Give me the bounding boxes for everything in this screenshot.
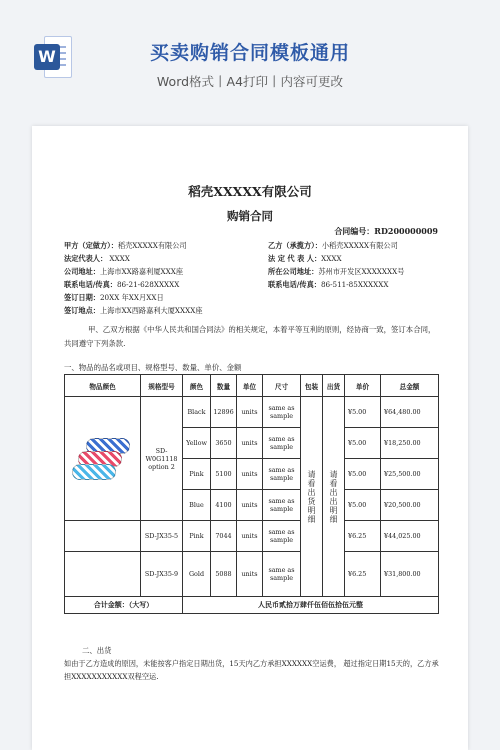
field-value: 稻壳XXXXX有限公司 <box>117 241 187 250</box>
field-label: 法定代表人： <box>64 254 108 263</box>
field-label: 所在公司地址： <box>268 267 319 276</box>
qty-cell: 5100 <box>211 459 237 490</box>
field-label: 联系电话/传真： <box>268 280 321 289</box>
price-cell: ¥5.00 <box>345 490 381 521</box>
field-value: XXXX <box>321 254 342 263</box>
total-cell: ¥44,025.00 <box>381 521 439 552</box>
banner <box>0 0 500 110</box>
size-cell: same as sample <box>263 459 301 490</box>
field-value: 86-21-628XXXXX <box>116 280 180 289</box>
table-header-row <box>65 375 439 397</box>
field-value: 上海市XX西路嘉利大厦XXXX座 <box>99 306 203 315</box>
field-label: 法 定 代 表 人： <box>268 254 322 263</box>
column-header: 单价 <box>345 375 381 397</box>
image-cell-empty <box>65 552 141 597</box>
party-row <box>64 265 464 278</box>
party-row <box>64 239 464 252</box>
field-label: 签订地点： <box>64 306 100 315</box>
model-cell: SD-JX35-9 <box>141 552 183 597</box>
color-cell: Pink <box>183 459 211 490</box>
party-row <box>64 252 464 265</box>
color-cell: Pink <box>183 521 211 552</box>
unit-cell: units <box>237 459 263 490</box>
qty-cell: 3650 <box>211 428 237 459</box>
size-cell: same as sample <box>263 428 301 459</box>
party-info <box>64 239 464 317</box>
qty-cell: 12896 <box>211 397 237 428</box>
shipping-note-cell: 请看出出明细 <box>323 397 345 597</box>
banner-title: 买卖购销合同模板通用 <box>149 42 350 64</box>
price-cell: ¥6.25 <box>345 521 381 552</box>
field-label: 乙方（承揽方）： <box>268 241 322 250</box>
column-header: 包装 <box>301 375 323 397</box>
column-header: 出货 <box>323 375 345 397</box>
section-1-heading: 一、物品的品名或项目、规格型号、数量、单价、金额 <box>64 363 242 372</box>
table-row <box>65 521 439 552</box>
goods-table <box>64 374 439 614</box>
unit-cell: units <box>237 552 263 597</box>
section-2-heading: 二、出货 <box>82 646 112 655</box>
table-row <box>65 552 439 597</box>
field-value: 20XX 年XX月XX日 <box>99 293 164 302</box>
color-cell: Blue <box>183 490 211 521</box>
unit-cell: units <box>237 521 263 552</box>
total-row <box>65 597 439 614</box>
banner-subtitle: Word格式丨A4打印丨内容可更改 <box>156 74 344 89</box>
party-row <box>64 278 464 291</box>
color-cell: Black <box>183 397 211 428</box>
glasses-case-image <box>70 434 136 484</box>
total-amount-text: 人民币贰拾万肆仟伍佰伍拾伍元整 <box>183 597 439 614</box>
total-cell: ¥31,800.00 <box>381 552 439 597</box>
column-header: 物品颜色 <box>65 375 141 397</box>
total-cell: ¥18,250.00 <box>381 428 439 459</box>
table-row <box>65 397 439 428</box>
total-label: 合计金额：（大写） <box>65 597 183 614</box>
qty-cell: 7044 <box>211 521 237 552</box>
color-cell: Yellow <box>183 428 211 459</box>
size-cell: same as sample <box>263 552 301 597</box>
price-cell: ¥6.25 <box>345 552 381 597</box>
field-value: 上海市XX路嘉利厦XXX座 <box>99 267 184 276</box>
size-cell: same as sample <box>263 521 301 552</box>
company-name: 稻壳XXXXX有限公司 <box>188 184 312 199</box>
field-label: 甲方（定做方）： <box>64 241 118 250</box>
product-image-cell <box>65 397 141 521</box>
unit-cell: units <box>237 428 263 459</box>
field-value: 小稻壳XXXXX有限公司 <box>321 241 398 250</box>
qty-cell: 4100 <box>211 490 237 521</box>
field-label: 签订日期： <box>64 293 100 302</box>
column-header: 规格型号 <box>141 375 183 397</box>
price-cell: ¥5.00 <box>345 397 381 428</box>
size-cell: same as sample <box>263 490 301 521</box>
field-value: XXXX <box>107 254 130 263</box>
column-header: 数量 <box>211 375 237 397</box>
image-cell-empty <box>65 521 141 552</box>
size-cell: same as sample <box>263 397 301 428</box>
contract-number: 合同编号：RD200000009 <box>334 226 438 236</box>
unit-cell: units <box>237 397 263 428</box>
column-header: 尺寸 <box>263 375 301 397</box>
model-cell: SD-JX35-5 <box>141 521 183 552</box>
field-value: 苏州市开发区XXXXXXX号 <box>318 267 405 276</box>
intro-paragraph: 甲、乙双方根据《中华人民共和国合同法》的相关规定，本着平等互利的原则，经协商一致，签订本合同，共同遵守下列条款. <box>64 325 436 348</box>
price-cell: ¥5.00 <box>345 459 381 490</box>
party-row <box>64 304 464 317</box>
word-badge: W <box>34 44 60 70</box>
field-label: 公司地址： <box>64 267 100 276</box>
total-cell: ¥25,500.00 <box>381 459 439 490</box>
column-header: 总金额 <box>381 375 439 397</box>
shipping-paragraph: 如由于乙方造成的原因，未能按客户指定日期出货，15天内乙方承担XXXXXX空运费， 超过指定日期15天的，乙方承担XXXXXXXXXXX双程空运. <box>64 659 439 681</box>
unit-cell: units <box>237 490 263 521</box>
qty-cell: 5088 <box>211 552 237 597</box>
field-value: 86-511-85XXXXXX <box>320 280 389 289</box>
column-header: 颜色 <box>183 375 211 397</box>
model-cell: SD-W0G1118 option 2 <box>141 397 183 521</box>
document-page <box>32 126 468 750</box>
total-cell: ¥20,500.00 <box>381 490 439 521</box>
packing-note-cell: 请看出货明细 <box>301 397 323 597</box>
price-cell: ¥5.00 <box>345 428 381 459</box>
column-header: 单位 <box>237 375 263 397</box>
field-label: 联系电话/传真： <box>64 280 117 289</box>
color-cell: Gold <box>183 552 211 597</box>
party-row <box>64 291 464 304</box>
total-cell: ¥64,480.00 <box>381 397 439 428</box>
document-title: 购销合同 <box>227 209 273 223</box>
